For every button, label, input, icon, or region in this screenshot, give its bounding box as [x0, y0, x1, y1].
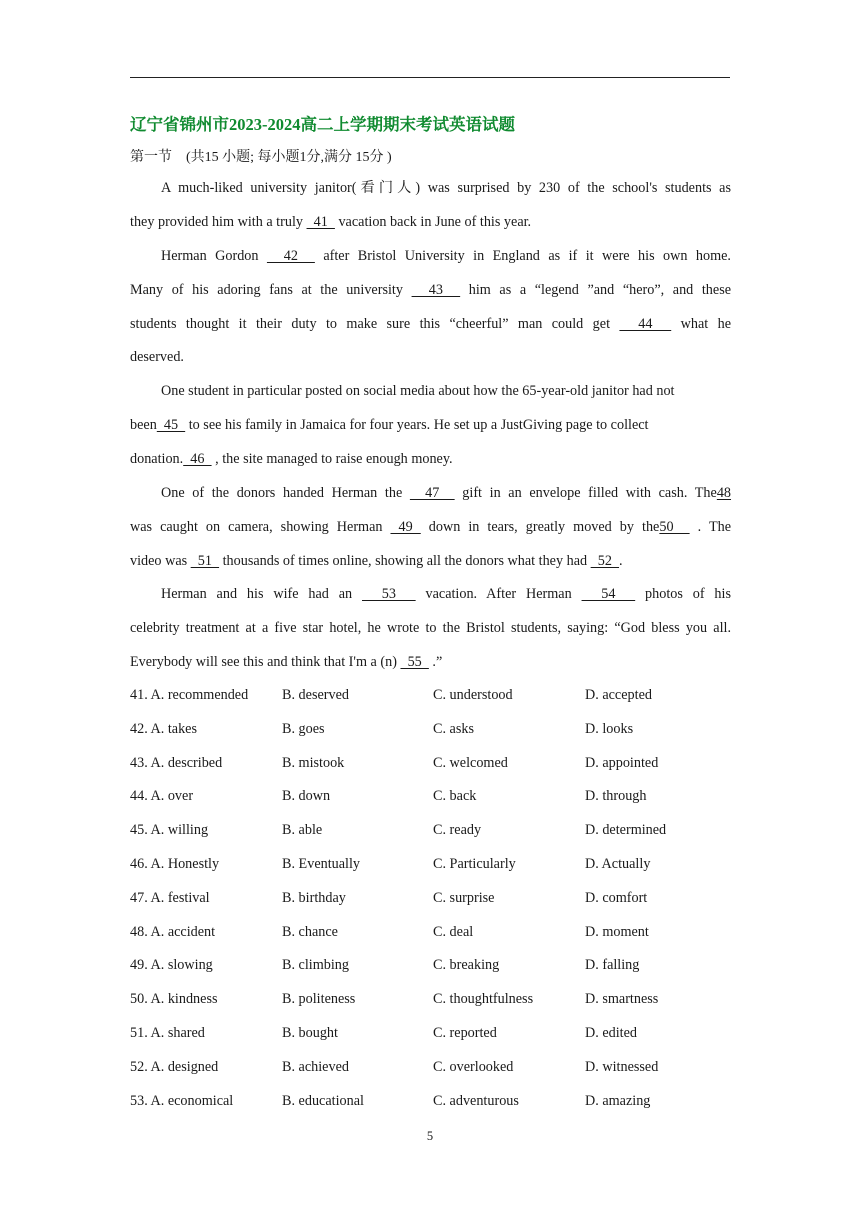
page-number: 5: [426, 1129, 434, 1143]
option-d: D. comfort: [585, 889, 648, 906]
option-row: [130, 882, 750, 916]
option-a: 41. A. recommended: [130, 687, 249, 703]
text-line: video was 51 thousands of times online, showing all the donors what they had 52 .: [130, 552, 623, 569]
blank-51: 51: [190, 552, 220, 569]
option-row: [130, 814, 750, 848]
passage-paragraph-2: [130, 240, 731, 375]
blank-43: 43: [411, 281, 461, 298]
blank-41: 41: [306, 213, 335, 230]
option-b: B. able: [282, 822, 323, 839]
option-c: C. reported: [433, 1024, 497, 1041]
option-row: [130, 1017, 750, 1051]
option-row: [130, 1051, 750, 1085]
text-line: A much-liked university janitor(看门人) was surprised by 230 of the school's students as: [161, 180, 731, 196]
text-line: celebrity treatment at a five star hotel, he wrote to the Bristol students, saying: “God bless you all.: [130, 619, 731, 636]
blank-55: 55: [400, 653, 429, 670]
passage-paragraph-4: [130, 477, 731, 578]
blank-50: 50: [659, 518, 690, 535]
blank-53: 53: [362, 586, 416, 602]
blank-52: 52: [590, 552, 620, 569]
text-line: One of the donors handed Herman the 47 gift in an envelope filled with cash. The48: [161, 485, 732, 501]
option-row: [130, 679, 750, 713]
option-c: C. breaking: [433, 957, 500, 974]
option-a: 51. A. shared: [130, 1024, 205, 1041]
option-a: 47. A. festival: [130, 889, 210, 906]
passage-paragraph-5: [130, 578, 731, 679]
option-d: D. smartness: [585, 991, 659, 1008]
option-a: 50. A. kindness: [130, 991, 218, 1008]
blank-46: 46: [183, 450, 212, 467]
option-d: D. appointed: [585, 754, 659, 771]
option-c: C. back: [433, 788, 477, 805]
option-b: B. mistook: [282, 754, 345, 771]
blank-49: 49: [390, 518, 421, 535]
option-a: 53. A. economical: [130, 1092, 234, 1109]
text-line: Herman Gordon 42 after Bristol University in England as if it were his own home.: [161, 248, 731, 264]
option-b: B. politeness: [282, 991, 356, 1008]
option-d: D. determined: [585, 822, 667, 839]
option-b: B. chance: [282, 923, 338, 940]
option-d: D. edited: [585, 1024, 638, 1041]
option-d: D. through: [585, 788, 647, 805]
option-b: B. deserved: [282, 687, 349, 703]
option-b: B. educational: [282, 1092, 364, 1109]
text-line: Many of his adoring fans at the university 43 him as a “legend ”and “hero”, and these: [130, 281, 732, 298]
option-b: B. achieved: [282, 1058, 349, 1075]
blank-44: 44: [619, 315, 672, 332]
option-d: D. amazing: [585, 1092, 651, 1109]
option-a: 44. A. over: [130, 788, 194, 805]
option-c: C. understood: [433, 687, 513, 703]
option-b: B. bought: [282, 1024, 338, 1041]
text-line: been 45 to see his family in Jamaica for four years. He set up a JustGiving page to collect: [130, 416, 649, 433]
option-a: 46. A. Honestly: [130, 855, 220, 872]
option-b: B. down: [282, 788, 331, 805]
option-d: D. accepted: [585, 687, 652, 703]
option-row: [130, 949, 750, 983]
option-b: B. climbing: [282, 957, 349, 974]
text-line: deserved.: [130, 349, 184, 366]
text-line: students thought it their duty to make sure this “cheerful” man could get 44 what he: [130, 315, 731, 332]
text-line: donation. 46 , the site managed to raise enough money.: [130, 450, 453, 467]
option-b: B. birthday: [282, 889, 346, 906]
option-row: [130, 848, 750, 882]
blank-54: 54: [581, 586, 636, 602]
option-b: B. Eventually: [282, 855, 361, 872]
option-a: 45. A. willing: [130, 822, 209, 839]
header-rule: [130, 77, 730, 78]
option-row: [130, 916, 750, 950]
option-a: 43. A. described: [130, 754, 223, 771]
option-a: 42. A. takes: [130, 720, 197, 737]
option-row: [130, 983, 750, 1017]
option-c: C. Particularly: [433, 855, 516, 872]
option-row: [130, 713, 750, 747]
answer-options: [130, 679, 750, 1118]
option-row: [130, 747, 750, 781]
option-d: D. witnessed: [585, 1058, 659, 1075]
option-c: C. asks: [433, 720, 474, 737]
option-c: C. deal: [433, 923, 474, 940]
option-a: 49. A. slowing: [130, 957, 213, 974]
option-a: 52. A. designed: [130, 1058, 219, 1075]
option-c: C. adventurous: [433, 1092, 519, 1109]
text-line: Everybody will see this and think that I'm a (n) 55 .”: [130, 653, 443, 670]
option-d: D. moment: [585, 923, 649, 940]
text-line: they provided him with a truly 41 vacation back in June of this year.: [130, 213, 532, 230]
text-line: Herman and his wife had an 53 vacation. After Herman 54 photos of his: [161, 586, 731, 602]
passage-paragraph-1: [130, 172, 731, 240]
text-line: was caught on camera, showing Herman 49 down in tears, greatly moved by the50 . The: [130, 518, 732, 535]
page-title: 辽宁省锦州市2023-2024高二上学期期末考试英语试题: [130, 115, 515, 134]
option-c: C. ready: [433, 822, 482, 839]
option-row: [130, 780, 750, 814]
option-b: B. goes: [282, 720, 325, 737]
option-d: D. falling: [585, 957, 640, 974]
option-a: 48. A. accident: [130, 923, 216, 940]
option-d: D. Actually: [585, 855, 651, 872]
passage-paragraph-3: [130, 375, 731, 476]
blank-48: 48: [716, 485, 732, 501]
option-c: C. welcomed: [433, 754, 508, 771]
blank-47: 47: [409, 485, 455, 501]
option-c: C. overlooked: [433, 1058, 514, 1075]
option-c: C. thoughtfulness: [433, 991, 534, 1008]
blank-45: 45: [156, 416, 186, 433]
section-header: 第一节 (共15 小题; 每小题1分,满分 15分 ): [130, 150, 392, 165]
text-line: One student in particular posted on social media about how the 65-year-old janitor had not: [161, 383, 675, 399]
option-c: C. surprise: [433, 889, 495, 906]
option-d: D. looks: [585, 720, 634, 737]
blank-42: 42: [266, 248, 315, 264]
option-row: [130, 1085, 750, 1119]
